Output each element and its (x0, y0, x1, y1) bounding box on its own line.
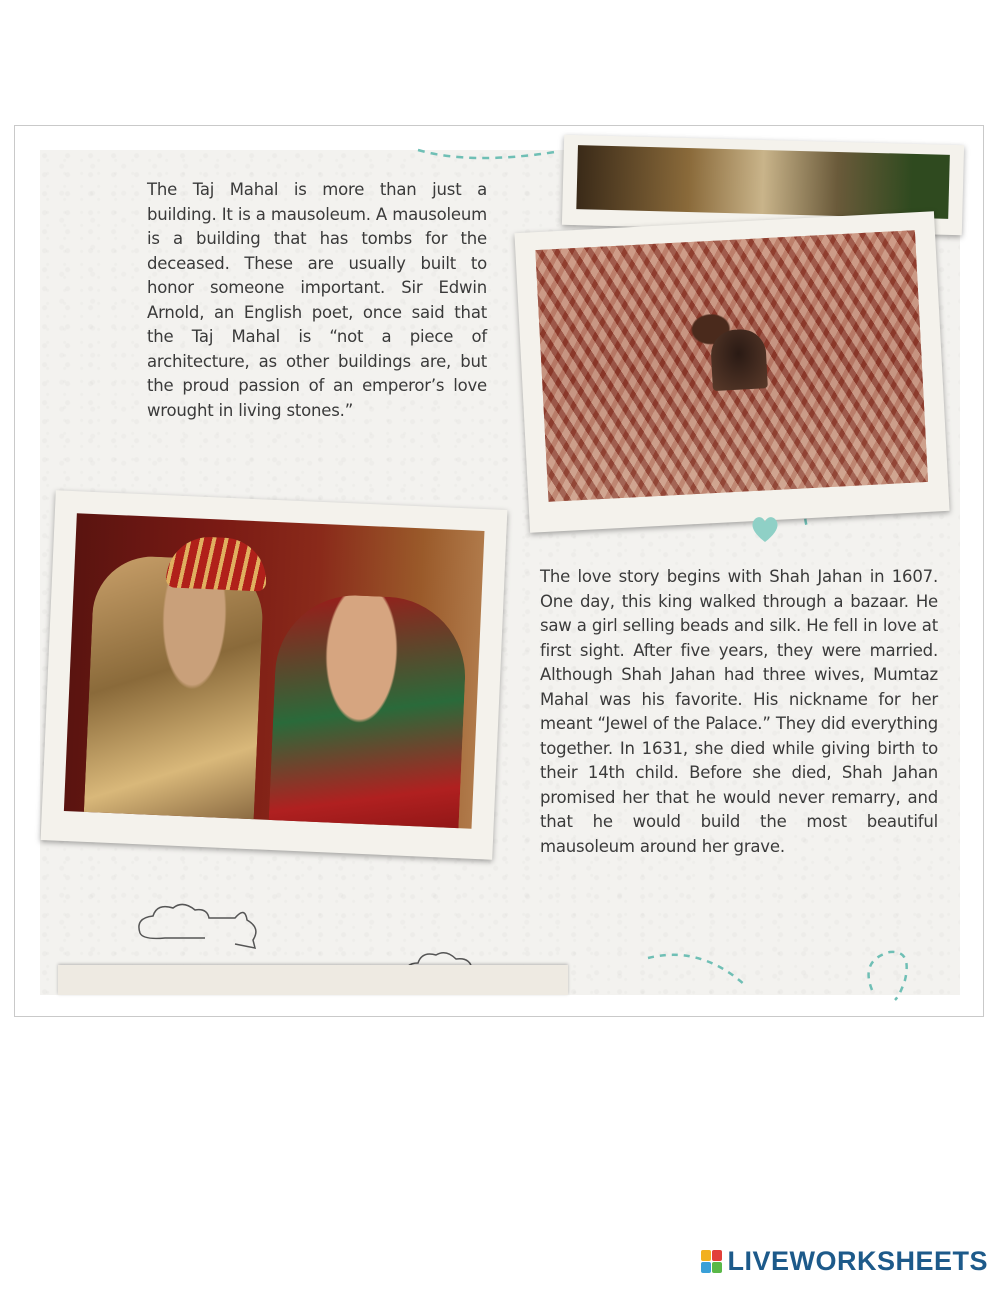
turban-detail (166, 535, 268, 591)
ceiling-photo (514, 211, 949, 533)
couple-image (64, 513, 485, 829)
cloud-doodle-icon (135, 898, 265, 958)
heart-icon (748, 512, 782, 546)
logo-text: LIVEWORKSHEETS (727, 1246, 988, 1276)
bottom-photo-edge (58, 965, 568, 995)
paragraph-love-story: The love story begins with Shah Jahan in 1607. One day, this king walked through a bazaar. He saw a girl selling beads and silk. He fell in love at first sight. After five years, they were married. Although Shah Jahan had three wives, Mumtaz Mahal was his favorite. His nickname for her meant “Jewel of the Palace.” They did everything together. In 1631, she died while giving birth to their 14th child. Before she died, Shah Jahan promised her that he would never remarry, and that he would build the most beautiful mausoleum around her grave. (540, 567, 938, 856)
paragraph-taj-mahal-intro: The Taj Mahal is more than just a building. It is a mausoleum. A mausoleum is a building that has tombs for the deceased. These are usually built to honor someone important. Sir Edwin Arnold, an English poet, once said that the Taj Mahal is “not a piece of architecture, as other buildings are, but the proud passion of an emperor’s love wrought in living stones.” (147, 180, 487, 420)
liveworksheets-logo (701, 1246, 988, 1277)
groom-figure (82, 554, 264, 829)
taj-mahal-image (576, 145, 950, 219)
ceiling-image (535, 230, 928, 502)
bride-figure (267, 592, 468, 829)
logo-mark-icon (701, 1250, 723, 1274)
ceiling-window-detail (710, 328, 768, 391)
couple-photo (41, 490, 508, 859)
